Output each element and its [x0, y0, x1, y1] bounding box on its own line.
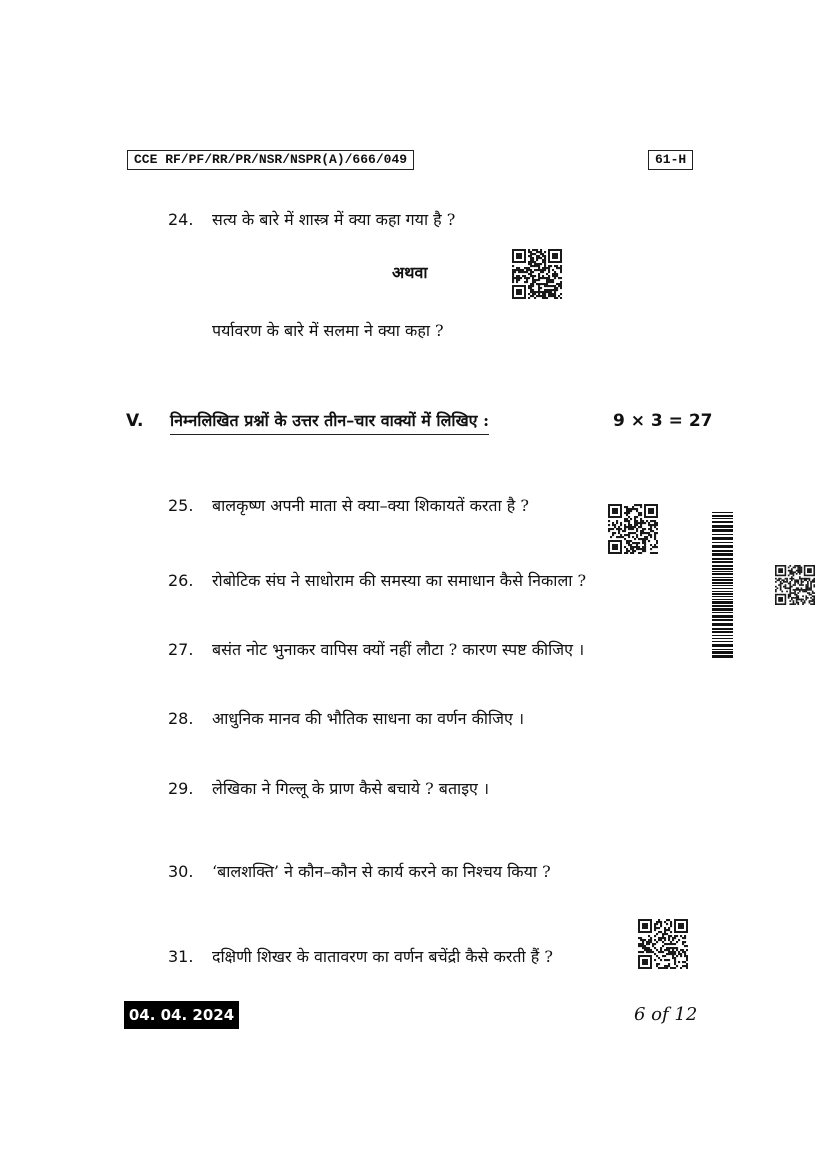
- barcode-icon: [712, 512, 733, 658]
- section-number: V.: [126, 411, 144, 431]
- exam-code: CCE RF/PF/RR/PR/NSR/NSPR(A)/666/049: [127, 150, 414, 170]
- question-text: बसंत नोट भुनाकर वापिस क्यों नहीं लौटा ? कारण स्पष्ट कीजिए ।: [212, 640, 585, 659]
- question-text: लेखिका ने गिल्लू के प्राण कैसे बचाये ? बताइए ।: [212, 779, 490, 798]
- question-number: 27.: [168, 640, 194, 659]
- question-number: 30.: [168, 862, 194, 881]
- paper-code: 61-H: [648, 150, 693, 170]
- question-text: बालकृष्ण अपनी माता से क्या–क्या शिकायतें करता है ?: [212, 496, 529, 515]
- question-text: दक्षिणी शिखर के वातावरण का वर्णन बचेंद्री कैसे करती हैं ?: [212, 947, 553, 966]
- question-number: 29.: [168, 779, 194, 798]
- question-number: 31.: [168, 947, 194, 966]
- qr-code-icon: [775, 565, 815, 605]
- page-number: 6 of 12: [634, 1004, 698, 1025]
- question-text: आधुनिक मानव की भौतिक साधना का वर्णन कीजिए ।: [212, 709, 525, 728]
- question-number: 26.: [168, 571, 194, 590]
- question-alt-text-24: पर्यावरण के बारे में सलमा ने क्या कहा ?: [212, 321, 444, 340]
- qr-code-icon: [512, 249, 562, 299]
- qr-code-icon: [608, 504, 658, 554]
- question-text-24: सत्य के बारे में शास्त्र में क्या कहा गया है ?: [212, 210, 456, 229]
- question-number: 25.: [168, 496, 194, 515]
- exam-date: 04. 04. 2024: [124, 1001, 239, 1029]
- question-number-24: 24.: [168, 210, 194, 229]
- question-text: रोबोटिक संघ ने साधोराम की समस्या का समाधान कैसे निकाला ?: [212, 571, 587, 590]
- section-marks: 9 × 3 = 27: [613, 411, 713, 431]
- section-title: निम्नलिखित प्रश्नों के उत्तर तीन–चार वाक्यों में लिखिए :: [170, 410, 489, 435]
- or-label: अथवा: [392, 263, 428, 282]
- question-number: 28.: [168, 709, 194, 728]
- qr-code-icon: [638, 919, 688, 969]
- question-text: ‘बालशक्ति’ ने कौन–कौन से कार्य करने का निश्चय किया ?: [212, 862, 551, 881]
